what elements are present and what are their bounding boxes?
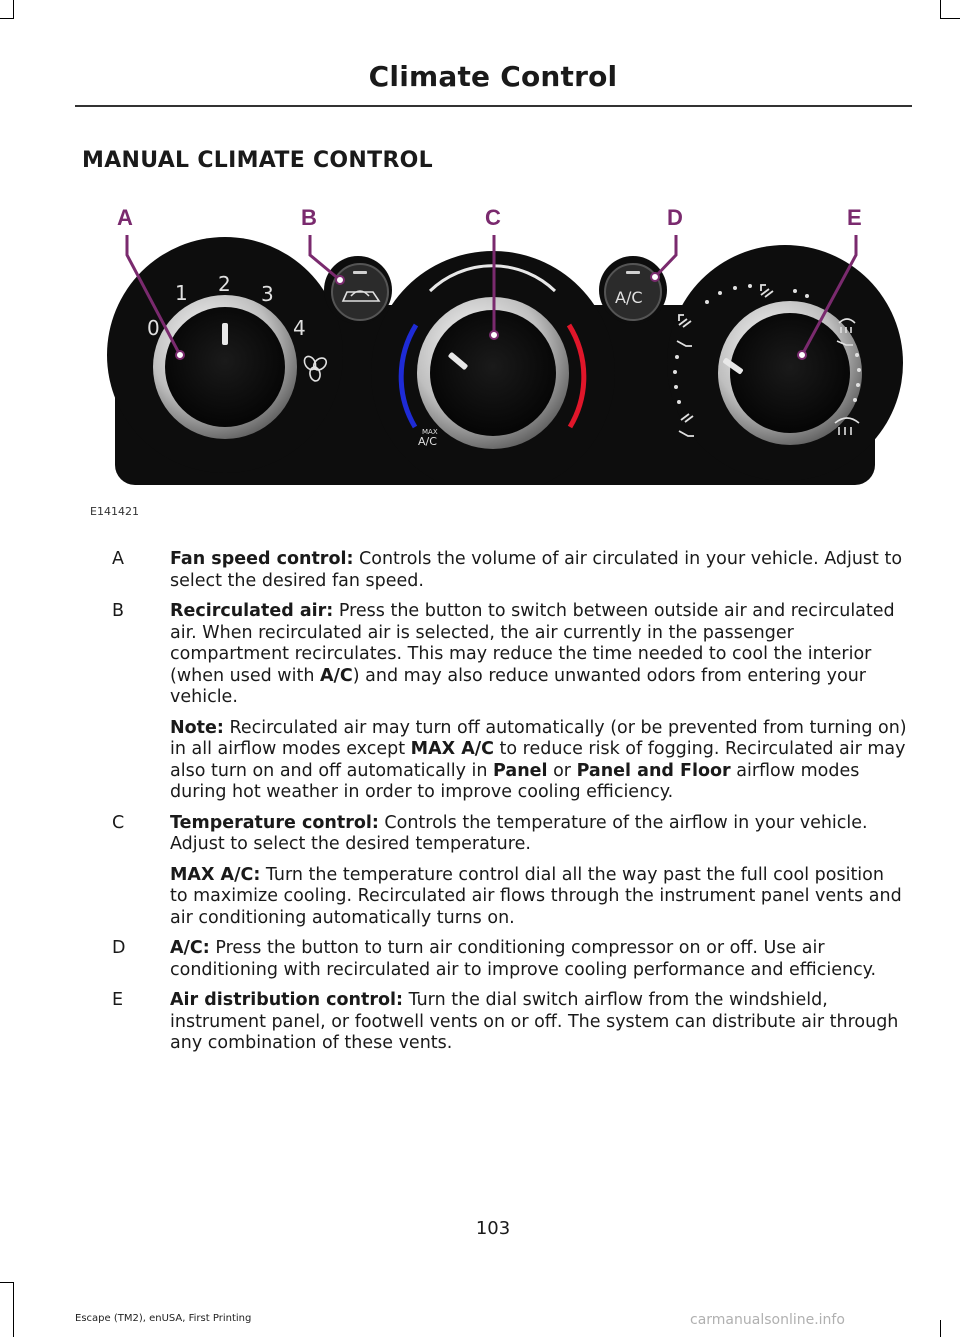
page-number: 103	[475, 1218, 511, 1239]
definition-term: Air distribution control:	[170, 990, 403, 1010]
fan-level-label: 3	[261, 282, 274, 306]
definition-text: Controls the temperature of the airflow in your vehicle. Adjust to select the desired temperature.	[170, 812, 868, 854]
definition-letter: A	[112, 549, 124, 569]
note-text: Recirculated air may turn off automatically (or be prevented from turning on) in all airflow modes except	[170, 717, 907, 759]
recirculation-button[interactable]	[332, 264, 388, 320]
definition-letter: C	[112, 812, 125, 833]
note-text: or	[547, 760, 577, 781]
note-emphasis: Panel and Floor	[576, 760, 731, 781]
ac-button-label: A/C	[615, 288, 643, 307]
note-emphasis: MAX A/C	[410, 739, 494, 759]
max-ac-label-bottom: A/C	[418, 435, 437, 448]
note-label: Note:	[170, 717, 224, 738]
edition-footer: Escape (TM2), enUSA, First Printing	[75, 1313, 252, 1324]
crop-mark	[13, 0, 14, 18]
note-emphasis: Panel	[493, 760, 548, 781]
definition-term: Recirculated air:	[170, 601, 334, 621]
definition-term: Temperature control:	[170, 812, 379, 833]
definition-term: A/C:	[170, 938, 210, 958]
definition-item	[112, 990, 907, 1055]
page-header-title: Climate Control	[368, 60, 618, 93]
definition-text: ) and may also reduce unwanted odors from entering your vehicle.	[170, 665, 866, 707]
definition-body	[170, 990, 907, 1055]
header-divider	[75, 105, 912, 107]
definition-item	[112, 813, 907, 856]
definition-item	[112, 938, 907, 981]
note-text: to reduce risk of fogging. Recirculated air may also turn on and off automatically in	[170, 739, 906, 781]
callout-a: A	[117, 205, 133, 230]
definition-letter: E	[112, 990, 124, 1010]
callout-e: E	[847, 205, 862, 230]
figure-id: E141421	[90, 505, 139, 518]
definition-text: Turn the dial switch airflow from the windshield, instrument panel, or footwell vents on or off. The system can distribute air through any combination of these vents.	[170, 990, 899, 1053]
callout-c: C	[485, 205, 501, 230]
definition-body	[170, 813, 907, 856]
definition-text: Press the button to switch between outside air and recirculated air. When recirculated air is selected, the air currently in the passenger compartment recirculates. This may reduce the time needed to cool the interior (when used with	[170, 601, 895, 686]
definition-letter: B	[112, 601, 125, 621]
definition-text: Controls the volume of air circulated in your vehicle. Adjust to select the desired fan speed.	[170, 549, 903, 591]
definition-text: Press the button to turn air conditioning compressor on or off. Use air conditioning with recirculated air to improve cooling performance and efficiency.	[170, 938, 877, 980]
ac-button[interactable]	[605, 264, 661, 320]
climate-control-figure	[85, 195, 905, 495]
definition-body	[170, 938, 907, 981]
definitions-list	[112, 549, 907, 1064]
callout-letters	[117, 205, 862, 230]
crop-mark	[0, 18, 14, 19]
fan-level-label: 2	[218, 272, 231, 296]
climate-panel-illustration	[85, 195, 905, 495]
callout-b: B	[301, 205, 317, 230]
fan-level-label: 0	[147, 316, 160, 340]
crop-mark	[940, 1320, 941, 1337]
crop-mark	[0, 1282, 14, 1283]
fan-level-label: 1	[175, 281, 188, 305]
max-ac-label-top: MAX	[422, 428, 438, 436]
definition-item	[112, 601, 907, 709]
fan-level-label: 4	[293, 316, 306, 340]
recirculation-note	[170, 718, 907, 804]
max-ac-description	[170, 865, 907, 930]
callout-d: D	[667, 205, 683, 230]
definition-body	[170, 601, 907, 709]
note-text: airflow modes during hot weather in order to improve cooling efficiency.	[170, 760, 860, 802]
crop-mark	[940, 0, 941, 18]
definition-item	[112, 549, 907, 592]
crop-mark	[13, 1282, 14, 1337]
crop-mark	[940, 18, 960, 19]
definition-emphasis: A/C	[320, 665, 353, 686]
definition-term: Fan speed control:	[170, 549, 354, 569]
max-ac-text: Turn the temperature control dial all the way past the full cool position to maximize cooling. Recirculated air flows through the instrument panel vents and air conditioning automatically turns on.	[170, 864, 902, 928]
watermark: carmanualsonline.info	[690, 1312, 845, 1328]
max-ac-label: MAX A/C:	[170, 864, 261, 885]
definition-body	[170, 549, 907, 592]
definition-letter: D	[112, 938, 126, 958]
section-heading: MANUAL CLIMATE CONTROL	[82, 148, 434, 173]
